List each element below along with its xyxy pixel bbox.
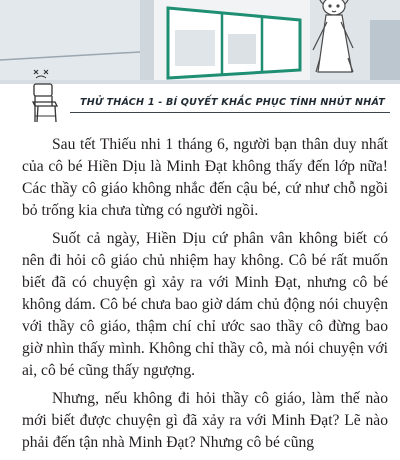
- chapter-title: THỬ THÁCH 1 - BÍ QUYẾT KHẮC PHỤC TÍNH NHÚT NHÁT: [80, 97, 385, 108]
- chair-icon: [28, 66, 62, 124]
- paragraph-2: Suốt cả ngày, Hiền Dịu cứ phân vân không biết có nên đi hỏi cô giáo chủ nhiệm hay không. Cô bé rất muốn biết đã có chuyện gì xảy ra với Minh Đạt, nhưng cô bé không dám. Cô bé chưa bao giờ dám chủ động nói chuyện với thầy cô giáo, thậm chí chỉ ước sao thầy cô đừng bao giờ nhìn thấy mình. Không chỉ thầy cô, mà nói chuyện với ai, cô bé cũng thấy ngượng.: [22, 230, 388, 379]
- paragraph-1: Sau tết Thiếu nhi 1 tháng 6, người bạn thân duy nhất của cô bé Hiền Dịu là Minh Đạt không thấy đến lớp nữa! Các thầy cô giáo không nhắc đến cậu bé, cứ như chỗ ngồi bỏ trống kia chưa từng có người ngồi.: [22, 136, 388, 219]
- heading-divider: [70, 112, 390, 113]
- story-body: [22, 134, 388, 460]
- paragraph-3: Nhưng, nếu không đi hỏi thầy cô giáo, làm thế nào mới biết được chuyện gì đã xảy ra với Minh Đạt? Lẽ nào phải đến tận nhà Minh Đạt? Nhưng cô bé cũng: [22, 390, 388, 451]
